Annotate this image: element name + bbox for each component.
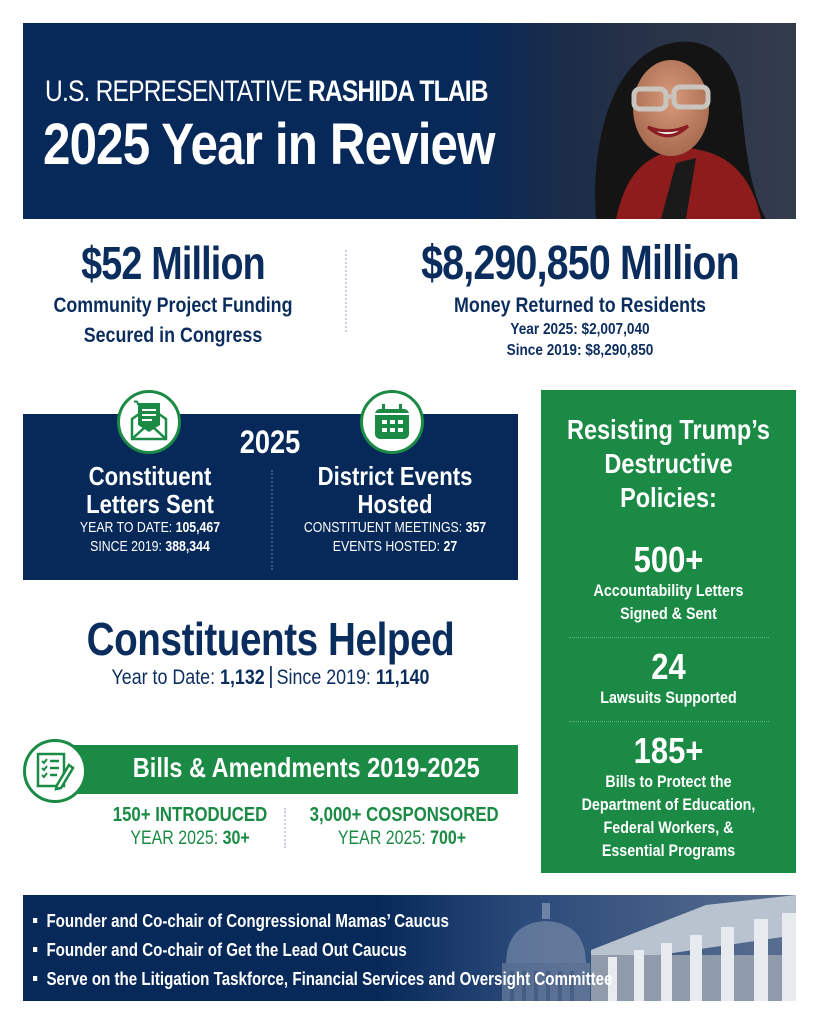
events-meetings	[297, 518, 494, 537]
footer-item-text: Founder and Co-chair of Congressional Mamas’ Caucus	[46, 911, 449, 931]
letters-since	[60, 537, 240, 556]
resist-item-line: Accountability Letters	[593, 581, 744, 600]
resist-item	[541, 732, 796, 862]
stat-divider	[345, 250, 347, 332]
letters-ytd-value: 105,467	[175, 519, 221, 536]
introduced-year	[110, 827, 270, 851]
cosponsored-year	[310, 827, 495, 851]
year-heading: 2025	[239, 424, 301, 460]
events-title-line2: Hosted	[357, 489, 433, 519]
resisting-panel	[541, 390, 796, 873]
bullet-icon	[33, 976, 37, 981]
funding-label-line1: Community Project Funding	[53, 294, 293, 317]
subtitle-prefix: U.S. REPRESENTATIVE	[45, 75, 302, 108]
footer-item-text: Serve on the Litigation Taskforce, Financial Services and Oversight Committee	[46, 969, 613, 989]
header-subtitle	[45, 75, 488, 109]
resist-item-number: 500+	[633, 539, 704, 580]
meetings-label: CONSTITUENT MEETINGS:	[303, 519, 463, 536]
bullet-icon	[33, 918, 37, 923]
bills-introduced	[95, 803, 285, 851]
cosponsored-year-label: YEAR 2025:	[337, 828, 426, 849]
resist-divider	[569, 637, 769, 638]
resist-item-line: Lawsuits Supported	[600, 688, 737, 707]
page-title: 2025 Year in Review	[43, 112, 495, 177]
introduced-year-label: YEAR 2025:	[130, 828, 219, 849]
events-title-line1: District Events	[317, 461, 473, 491]
events-hosted-value: 27	[443, 538, 458, 555]
header-banner	[23, 23, 796, 219]
checklist-pencil-icon	[23, 739, 87, 803]
letters-ytd	[60, 518, 240, 537]
funding-amount: $52 Million	[81, 237, 265, 289]
resist-item-line: Essential Programs	[601, 841, 736, 860]
resist-title-line2: Destructive	[604, 448, 733, 479]
funding-stat	[23, 236, 323, 350]
resist-item-number: 24	[651, 646, 686, 687]
letters-since-label: SINCE 2019:	[90, 538, 162, 555]
portrait-photo-icon	[536, 23, 796, 219]
helped-since-label: Since 2019:	[276, 666, 371, 689]
resist-divider	[569, 721, 769, 722]
returned-amount: $8,290,850 Million	[421, 237, 739, 290]
letters-title-line1: Constituent	[88, 461, 212, 491]
bills-title: Bills & Amendments 2019-2025	[132, 752, 480, 783]
letters-title-line2: Letters Sent	[86, 489, 214, 519]
footer-list	[33, 907, 723, 994]
calendar-icon	[360, 390, 424, 454]
district-events-stat	[275, 462, 515, 556]
meetings-value: 357	[465, 519, 487, 536]
introduced-headline: 150+ INTRODUCED	[112, 804, 268, 826]
resist-title-line1: Resisting Trump’s	[566, 414, 771, 445]
returned-since	[393, 340, 767, 361]
helped-title: Constituents Helped	[86, 613, 455, 665]
box-divider	[271, 470, 273, 570]
helped-ytd-value: 1,132	[220, 666, 265, 689]
introduced-year-value: 30+	[222, 828, 250, 849]
bills-cosponsored	[292, 803, 512, 851]
helped-ytd-label: Year to Date:	[111, 666, 216, 689]
letters-sent-stat	[40, 462, 260, 556]
footer-item	[33, 907, 612, 936]
events-hosted	[297, 537, 494, 556]
resist-title-line3: Policies:	[620, 482, 717, 513]
footer-item-text: Founder and Co-chair of Get the Lead Out Caucus	[46, 940, 407, 960]
resist-item	[541, 541, 796, 625]
envelope-letter-icon	[117, 390, 181, 454]
representative-name: RASHIDA TLAIB	[307, 75, 488, 108]
funding-label-line2: Secured in Congress	[83, 324, 263, 347]
returned-label: Money Returned to Residents	[454, 294, 706, 317]
bullet-icon	[33, 947, 37, 952]
cosponsored-year-value: 700+	[430, 828, 467, 849]
returned-stat	[360, 236, 800, 361]
resist-item	[541, 648, 796, 709]
returned-year-label: Year 2025:	[510, 321, 578, 338]
footer-item	[33, 936, 612, 965]
helped-since-value: 11,140	[375, 666, 430, 689]
helped-separator	[270, 666, 272, 688]
resist-item-line: Federal Workers, &	[603, 818, 734, 837]
footer-item	[33, 965, 612, 994]
resist-item-number: 185+	[633, 730, 704, 771]
constituents-helped	[23, 612, 518, 690]
returned-since-value: $8,290,850	[585, 342, 654, 359]
resist-item-line: Bills to Protect the	[605, 772, 732, 791]
returned-year	[393, 319, 767, 340]
events-hosted-label: EVENTS HOSTED:	[332, 538, 441, 555]
cosponsored-headline: 3,000+ COSPONSORED	[309, 804, 499, 826]
resist-item-line: Department of Education,	[581, 795, 756, 814]
letters-since-value: 388,344	[165, 538, 210, 555]
helped-values	[60, 666, 481, 690]
letters-ytd-label: YEAR TO DATE:	[79, 519, 173, 536]
bills-divider	[284, 808, 286, 848]
returned-year-value: $2,007,040	[581, 321, 650, 338]
resist-item-line: Signed & Sent	[620, 604, 717, 623]
returned-since-label: Since 2019:	[506, 342, 582, 359]
footer-banner	[23, 895, 796, 1001]
